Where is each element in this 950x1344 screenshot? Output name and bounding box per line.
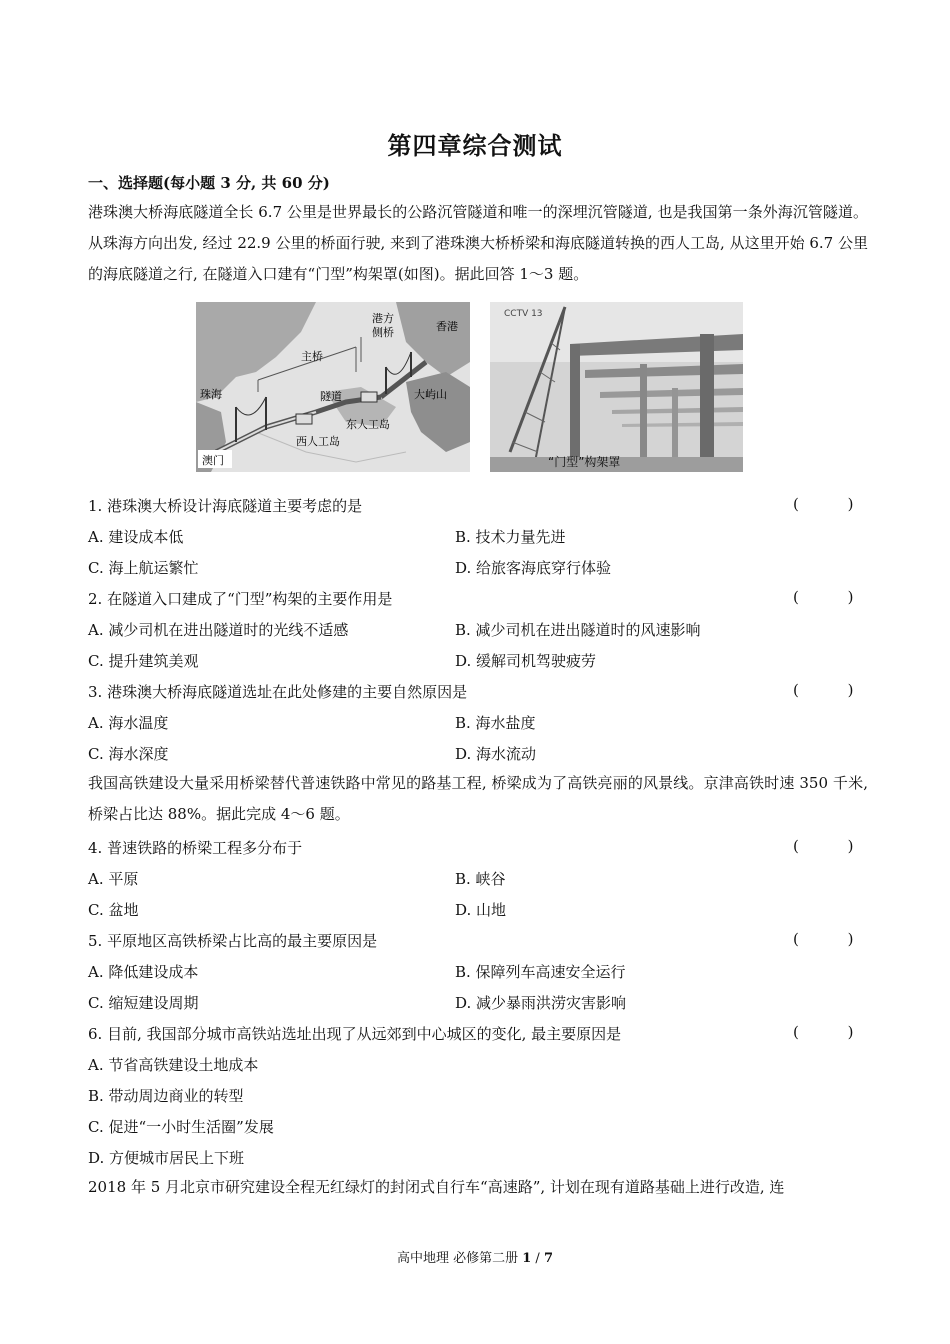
map-label-macau: 澳门	[202, 454, 224, 467]
answer-blank-2: ( )	[793, 588, 876, 606]
footer-total-pages: 7	[543, 1251, 553, 1266]
q1-option-b: B. 技术力量先进	[455, 528, 566, 546]
passage-3: 2018 年 5 月北京市研究建设全程无红绿灯的封闭式自行车“高速路”, 计划在现有道路基础上进行改造, 连	[88, 1178, 785, 1196]
page-title: 第四章综合测试	[387, 131, 563, 160]
passage-1: 港珠澳大桥海底隧道全长 6.7 公里是世界最长的公路沉管隧道和唯一的深埋沉管隧道, 也是我国第一条外海沉管隧道。从珠海方向出发, 经过 22.9 公里的桥面行驶, 来到了港珠澳大桥桥梁和海底隧道转换的西人工岛, 从这里开始 6.7 公里的海底隧道之行, 在隧道入口建有“门型”构架罩(如图)。据此回答 1～3 题。	[88, 203, 868, 283]
answer-blank-6: ( )	[793, 1023, 876, 1041]
q5-option-a: A. 降低建设成本	[88, 963, 199, 981]
question-5: 5. 平原地区高铁桥梁占比高的最主要原因是	[88, 932, 378, 950]
q3-option-a: A. 海水温度	[88, 714, 169, 732]
bridge-map-illustration	[196, 302, 470, 472]
q5-option-c: C. 缩短建设周期	[88, 994, 199, 1012]
question-4: 4. 普速铁路的桥梁工程多分布于	[88, 839, 303, 857]
q6-option-d: D. 方便城市居民上下班	[88, 1149, 245, 1167]
q5-option-d: D. 减少暴雨洪涝灾害影响	[455, 994, 627, 1012]
map-label-main-bridge: 主桥	[301, 350, 323, 363]
question-3: 3. 港珠澳大桥海底隧道选址在此处修建的主要自然原因是	[88, 683, 468, 701]
q6-option-c: C. 促进“一小时生活圈”发展	[88, 1118, 274, 1136]
footer-label: 高中地理 必修第二册	[396, 1251, 523, 1266]
q3-option-c: C. 海水深度	[88, 745, 169, 763]
question-2: 2. 在隧道入口建成了“门型”构架的主要作用是	[88, 590, 393, 608]
map-label-west-island: 西人工岛	[296, 435, 340, 448]
question-1: 1. 港珠澳大桥设计海底隧道主要考虑的是	[88, 497, 363, 515]
q4-option-d: D. 山地	[455, 901, 507, 919]
q5-option-b: B. 保障列车高速安全运行	[455, 963, 626, 981]
q1-option-d: D. 给旅客海底穿行体验	[455, 559, 612, 577]
q1-option-a: A. 建设成本低	[88, 528, 184, 546]
photo-channel-logo: CCTV 13	[504, 309, 543, 319]
map-label-hongkong: 香港	[436, 320, 458, 333]
q6-option-a: A. 节省高铁建设土地成本	[88, 1056, 259, 1074]
q6-option-b: B. 带动周边商业的转型	[88, 1087, 244, 1105]
q2-option-d: D. 缓解司机驾驶疲劳	[455, 652, 597, 670]
map-label-hk-bridge-2: 侧桥	[372, 326, 394, 339]
map-label-zhuhai: 珠海	[200, 388, 222, 401]
q2-option-a: A. 减少司机在进出隧道时的光线不适感	[88, 621, 349, 639]
page-footer	[0, 1247, 950, 1266]
map-label-east-island: 东人工岛	[346, 418, 390, 431]
q1-option-c: C. 海上航运繁忙	[88, 559, 199, 577]
map-label-dayushan: 大屿山	[414, 388, 447, 401]
map-label-hk-bridge-1: 港方	[372, 312, 394, 325]
answer-blank-5: ( )	[793, 930, 876, 948]
answer-blank-4: ( )	[793, 837, 876, 855]
q4-option-b: B. 峡谷	[455, 870, 506, 888]
q3-option-b: B. 海水盐度	[455, 714, 536, 732]
section-heading: 一、选择题(每小题 3 分, 共 60 分)	[88, 174, 330, 192]
footer-page-number: 1	[522, 1251, 532, 1266]
passage-2: 我国高铁建设大量采用桥梁替代普速铁路中常见的路基工程, 桥梁成为了高铁亮丽的风景线。京津高铁时速 350 千米, 桥梁占比达 88%。据此完成 4～6 题。	[88, 774, 868, 823]
q2-option-b: B. 减少司机在进出隧道时的风速影响	[455, 621, 701, 639]
gate-frame-photo-figure	[490, 302, 743, 472]
q3-option-d: D. 海水流动	[455, 745, 537, 763]
q4-option-c: C. 盆地	[88, 901, 139, 919]
q4-option-a: A. 平原	[88, 870, 139, 888]
photo-caption: “门型”构架罩	[548, 455, 621, 469]
answer-blank-1: ( )	[793, 495, 876, 513]
question-6: 6. 目前, 我国部分城市高铁站选址出现了从远郊到中心城区的变化, 最主要原因是	[88, 1025, 622, 1043]
bridge-map-figure	[196, 302, 470, 472]
gate-frame-photo	[490, 302, 743, 472]
map-label-tunnel: 隧道	[320, 390, 342, 403]
q2-option-c: C. 提升建筑美观	[88, 652, 199, 670]
answer-blank-3: ( )	[793, 681, 876, 699]
footer-separator: /	[531, 1251, 544, 1266]
